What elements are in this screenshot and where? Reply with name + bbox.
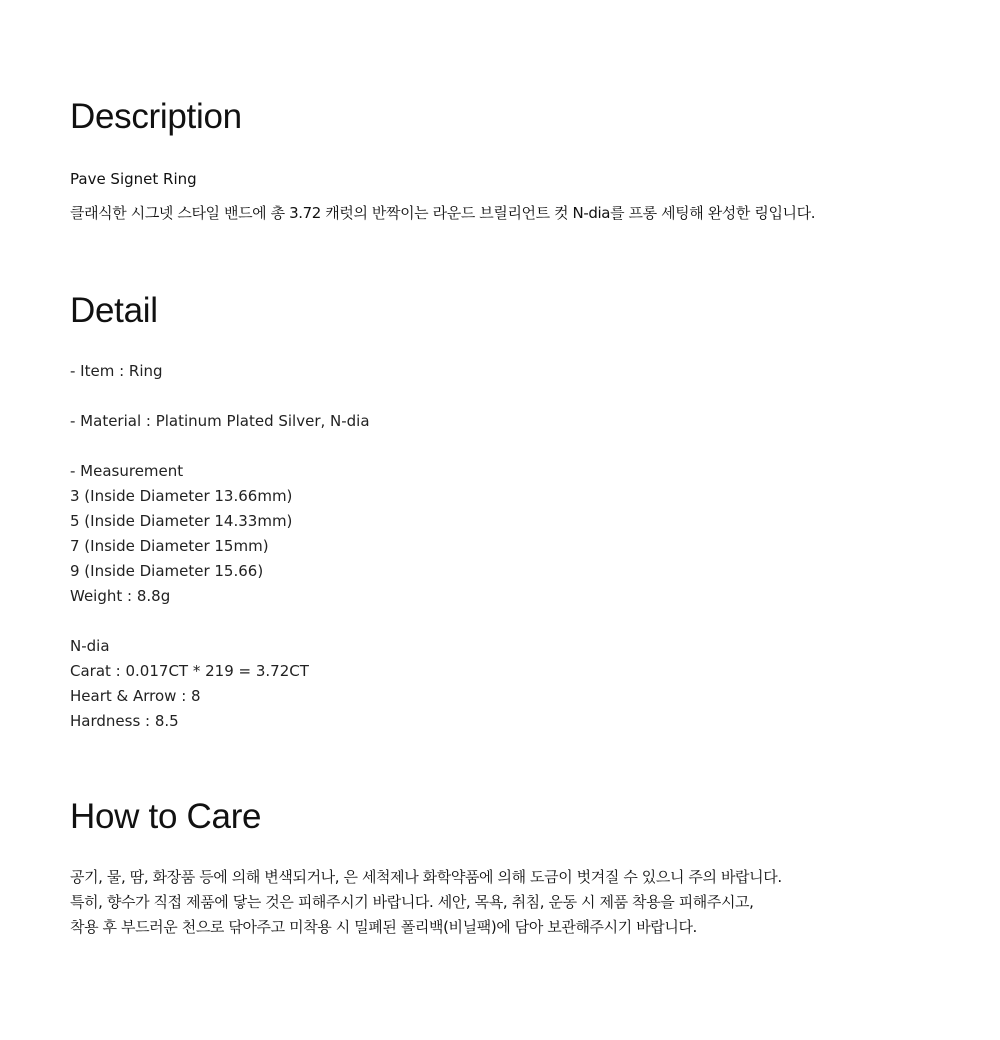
- detail-line-weight: Weight : 8.8g: [70, 587, 171, 605]
- description-text: 클래식한 시그넷 스타일 밴드에 총 3.72 캐럿의 반짝이는 라운드 브릴리언트 컷 N-dia를 프롱 세팅해 완성한 링입니다.: [70, 204, 816, 222]
- detail-line-spacer: [70, 384, 950, 409]
- detail-line-measurement: - Measurement: [70, 462, 184, 480]
- detail-line-spacer: [70, 609, 950, 634]
- care-heading: How to Care: [70, 797, 262, 836]
- detail-list: [70, 359, 950, 734]
- detail-line-spacer: [70, 434, 950, 459]
- detail-line-heart-arrow: Heart & Arrow : 8: [70, 687, 201, 705]
- detail-line-size-7: 7 (Inside Diameter 15mm): [70, 537, 269, 555]
- detail-line-carat: Carat : 0.017CT * 219 = 3.72CT: [70, 662, 309, 680]
- product-name: Pave Signet Ring: [70, 170, 197, 188]
- care-text: [70, 865, 950, 940]
- description-heading: Description: [70, 97, 242, 136]
- care-line: 공기, 물, 땀, 화장품 등에 의해 변색되거나, 은 세척제나 화학약품에 의해 도금이 벗겨질 수 있으니 주의 바랍니다.: [70, 868, 782, 886]
- detail-line-size-3: 3 (Inside Diameter 13.66mm): [70, 487, 293, 505]
- detail-line-size-9: 9 (Inside Diameter 15.66): [70, 562, 264, 580]
- detail-line-ndia: N-dia: [70, 637, 110, 655]
- detail-line-material: - Material : Platinum Plated Silver, N-dia: [70, 412, 370, 430]
- detail-line-hardness: Hardness : 8.5: [70, 712, 179, 730]
- detail-heading: Detail: [70, 291, 158, 330]
- care-line: 착용 후 부드러운 천으로 닦아주고 미착용 시 밀폐된 폴리백(비닐팩)에 담아 보관해주시기 바랍니다.: [70, 918, 697, 936]
- detail-line-item: - Item : Ring: [70, 362, 163, 380]
- detail-section: [70, 291, 950, 734]
- detail-line-size-5: 5 (Inside Diameter 14.33mm): [70, 512, 293, 530]
- description-section: [70, 97, 950, 226]
- care-line: 특히, 향수가 직접 제품에 닿는 것은 피해주시기 바랍니다. 세안, 목욕, 취침, 운동 시 제품 착용을 피해주시고,: [70, 893, 754, 911]
- care-section: [70, 797, 950, 940]
